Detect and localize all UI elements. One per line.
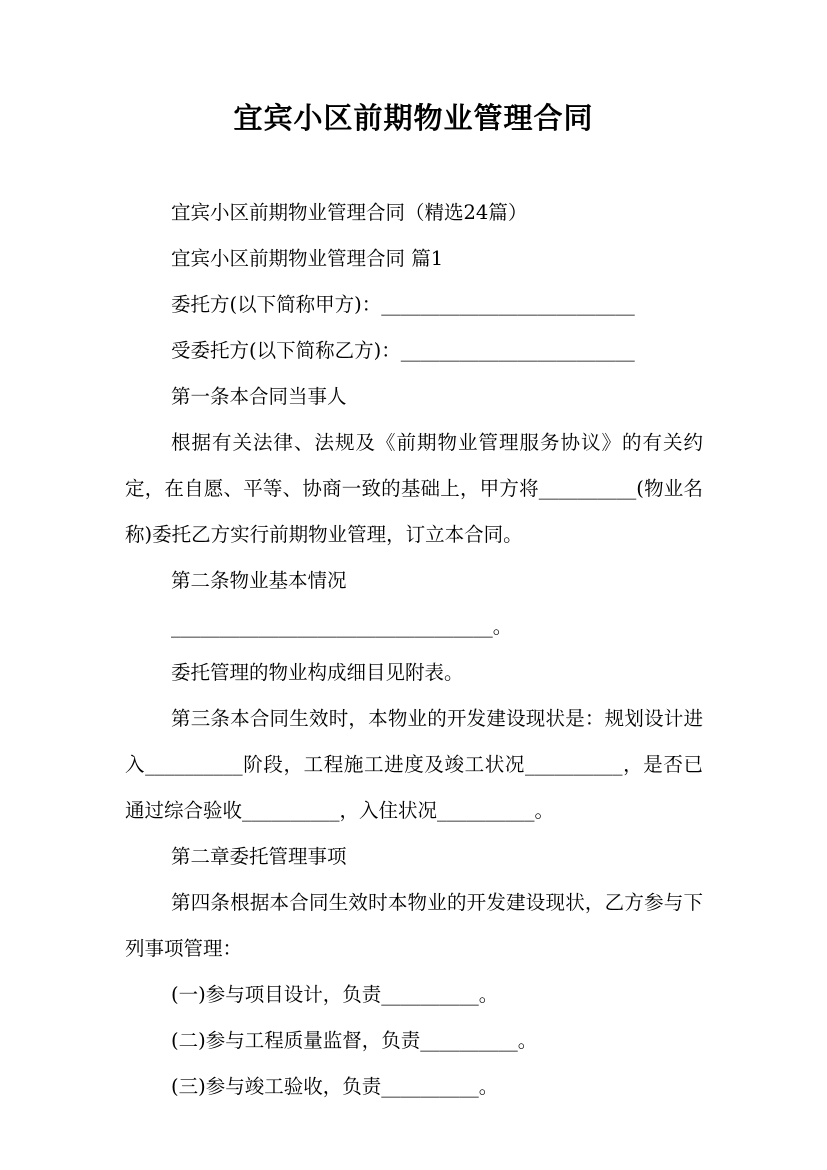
- paragraph-clause-4: 第四条根据本合同生效时本物业的开发建设现状，乙方参与下列事项管理：: [125, 891, 703, 960]
- document-body: [125, 190, 703, 1110]
- paragraph-clause-2-note: 委托管理的物业构成细目见附表。: [171, 661, 464, 684]
- paragraph-clause-3: 第三条本合同生效时，本物业的开发建设现状是：规划设计进入__________阶段，工程施工进度及竣工状况__________，是否已通过综合验收__________，入住状况__________。: [125, 707, 703, 822]
- paragraph-chapter-2-heading: 第二章委托管理事项: [171, 845, 347, 868]
- paragraph-party-a: 委托方(以下简称甲方)：__________________________: [171, 293, 635, 316]
- paragraph-item-2: (二)参与工程质量监督，负责__________。: [171, 1029, 538, 1052]
- paragraph-article-heading: 宜宾小区前期物业管理合同 篇1: [171, 247, 444, 270]
- paragraph-item-3: (三)参与竣工验收，负责__________。: [171, 1075, 499, 1098]
- paragraph-clause-1-heading: 第一条本合同当事人: [171, 385, 347, 408]
- document-title: 宜宾小区前期物业管理合同: [233, 101, 594, 135]
- paragraph-item-1: (一)参与项目设计，负责__________。: [171, 983, 499, 1006]
- paragraph-clause-2-heading: 第二条物业基本情况: [171, 569, 347, 592]
- paragraph-clause-1-body: 根据有关法律、法规及《前期物业管理服务协议》的有关约定，在自愿、平等、协商一致的基础上，甲方将__________(物业名称)委托乙方实行前期物业管理，订立本合同。: [125, 431, 703, 546]
- paragraph-party-b: 受委托方(以下简称乙方)：________________________: [171, 339, 635, 362]
- paragraph-clause-2-blank: _________________________________。: [171, 615, 513, 638]
- paragraph-subtitle: 宜宾小区前期物业管理合同（精选24篇）: [171, 201, 528, 224]
